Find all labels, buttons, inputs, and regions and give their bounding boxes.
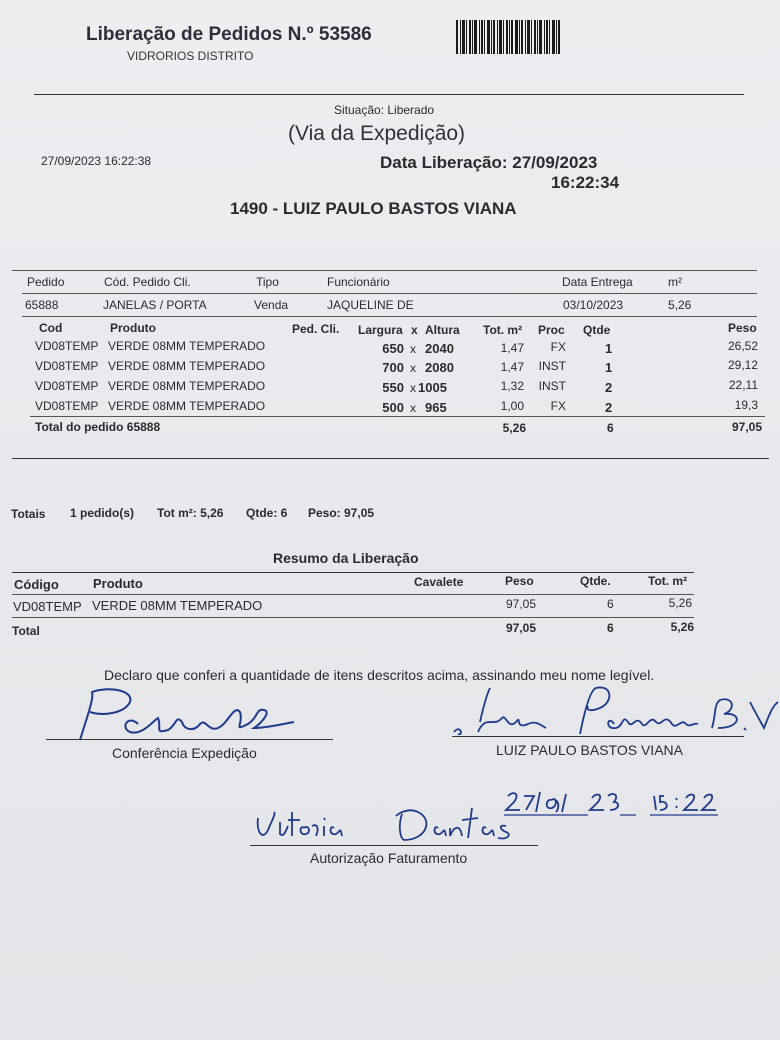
copy-label: (Via da Expedição) xyxy=(288,122,466,145)
summary-total-peso: 97,05 xyxy=(505,621,536,635)
order-value-cod-cli: JANELAS / PORTA xyxy=(103,298,207,312)
summary-header-line xyxy=(12,594,694,595)
company-name: VIDRORIOS DISTRITO xyxy=(127,49,254,63)
order-col-cod-cli: Cód. Pedido Cli. xyxy=(104,275,191,289)
row-produto: VERDE 08MM TEMPERADO xyxy=(108,359,266,373)
summary-col-tot-m2: Tot. m² xyxy=(648,574,688,588)
row-largura: 650 xyxy=(382,341,404,356)
row-qtde: 2 xyxy=(605,380,613,395)
items-col-tot-m2: Tot. m² xyxy=(483,323,523,337)
status-text: Situação: Liberado xyxy=(334,103,435,117)
order-value-pedido: 65888 xyxy=(25,298,59,312)
row-largura: 500 xyxy=(382,400,404,415)
autorizacao-line xyxy=(250,845,538,846)
order-total-peso: 97,05 xyxy=(731,420,762,434)
print-datetime: 27/09/2023 16:22:38 xyxy=(41,154,152,168)
summary-row-produto: VERDE 08MM TEMPERADO xyxy=(92,598,263,613)
row-largura: 550 xyxy=(382,380,404,395)
row-peso: 19,3 xyxy=(734,398,758,412)
row-qtde: 1 xyxy=(605,360,613,375)
totals-qtde: Qtde: 6 xyxy=(246,506,288,520)
summary-col-qtde: Qtde. xyxy=(580,574,611,588)
row-altura: 1005 xyxy=(418,380,447,395)
conferencia-label: Conferência Expedição xyxy=(112,745,257,761)
items-col-peso: Peso xyxy=(728,321,757,335)
header-divider xyxy=(34,94,744,95)
order-col-tipo: Tipo xyxy=(256,275,279,289)
summary-total-label: Total xyxy=(12,624,40,638)
order-col-funcionario: Funcionário xyxy=(327,275,390,289)
order-value-data-entrega: 03/10/2023 xyxy=(563,298,624,312)
row-proc: INST xyxy=(538,359,566,373)
client-name: 1490 - LUIZ PAULO BASTOS VIANA xyxy=(230,199,517,218)
autorizacao-signature xyxy=(250,800,550,850)
order-col-data-entrega: Data Entrega xyxy=(562,275,633,289)
row-x: x xyxy=(410,361,416,375)
row-cod: VD08TEMP xyxy=(35,359,99,373)
items-total-line xyxy=(30,416,765,417)
row-cod: VD08TEMP xyxy=(35,379,99,393)
order-value-tipo: Venda xyxy=(254,298,289,312)
release-time: 16:22:34 xyxy=(551,173,620,192)
row-peso: 29,12 xyxy=(727,358,758,372)
summary-total-line xyxy=(12,617,694,618)
summary-row-tot-m2: 5,26 xyxy=(668,596,692,610)
totals-m2: Tot m²: 5,26 xyxy=(157,506,224,520)
autorizacao-label: Autorização Faturamento xyxy=(310,850,468,866)
row-produto: VERDE 08MM TEMPERADO xyxy=(108,339,266,353)
summary-col-produto: Produto xyxy=(93,576,143,591)
barcode xyxy=(456,20,580,54)
summary-col-codigo: Código xyxy=(14,577,59,592)
row-tot-m2: 1,00 xyxy=(500,399,524,413)
row-tot-m2: 1,32 xyxy=(500,379,524,393)
totals-pedidos: 1 pedido(s) xyxy=(70,506,135,520)
summary-row-peso: 97,05 xyxy=(505,597,536,611)
items-col-ped-cli: Ped. Cli. xyxy=(292,322,340,336)
order-total-qtde: 6 xyxy=(607,421,614,435)
items-end-divider xyxy=(12,458,769,459)
row-altura: 2040 xyxy=(425,341,454,356)
row-cod: VD08TEMP xyxy=(35,399,99,413)
conferencia-line xyxy=(46,739,333,740)
row-largura: 700 xyxy=(382,360,404,375)
summary-col-cavalete: Cavalete xyxy=(414,575,464,589)
row-peso: 26,52 xyxy=(727,339,758,353)
summary-top-line xyxy=(12,572,694,573)
row-x: x xyxy=(410,401,416,415)
row-x: x xyxy=(410,342,416,356)
items-col-x: x xyxy=(411,323,418,337)
totals-label: Totais xyxy=(11,507,46,521)
summary-row-codigo: VD08TEMP xyxy=(13,599,82,614)
summary-total-qtde: 6 xyxy=(607,621,614,635)
totals-peso: Peso: 97,05 xyxy=(308,506,375,520)
row-peso: 22,11 xyxy=(728,378,758,392)
row-tot-m2: 1,47 xyxy=(500,341,524,355)
declaration-text: Declaro que conferi a quantidade de itens descritos acima, assinando meu nome legível. xyxy=(104,667,655,683)
items-col-produto: Produto xyxy=(110,321,156,335)
items-col-altura: Altura xyxy=(425,323,460,337)
row-qtde: 2 xyxy=(605,400,613,415)
order-col-pedido: Pedido xyxy=(27,275,65,289)
client-signature-label: LUIZ PAULO BASTOS VIANA xyxy=(496,742,683,758)
summary-row-qtde: 6 xyxy=(607,597,614,611)
row-proc: FX xyxy=(550,340,566,354)
row-proc: INST xyxy=(538,379,566,393)
row-proc: FX xyxy=(550,399,566,413)
release-date: Data Liberação: 27/09/2023 xyxy=(380,153,598,172)
client-signature xyxy=(450,684,780,744)
row-cod: VD08TEMP xyxy=(35,339,99,353)
items-col-largura: Largura xyxy=(358,323,403,337)
order-top-line xyxy=(12,270,757,271)
document-title: Liberação de Pedidos N.º 53586 xyxy=(86,24,372,45)
row-qtde: 1 xyxy=(605,341,613,356)
order-total-label: Total do pedido 65888 xyxy=(35,420,161,434)
order-value-funcionario: JAQUELINE DE xyxy=(327,298,414,312)
row-tot-m2: 1,47 xyxy=(500,360,524,374)
row-altura: 965 xyxy=(425,400,447,415)
items-col-proc: Proc xyxy=(538,323,565,337)
order-value-m2: 5,26 xyxy=(668,298,692,312)
order-values-line xyxy=(22,316,757,317)
order-total-m2: 5,26 xyxy=(502,421,526,435)
items-col-cod: Cod xyxy=(39,321,63,335)
client-signature-line xyxy=(452,736,744,737)
row-altura: 2080 xyxy=(425,360,454,375)
row-produto: VERDE 08MM TEMPERADO xyxy=(108,379,266,393)
summary-total-tot-m2: 5,26 xyxy=(670,620,694,634)
order-col-m2: m² xyxy=(668,275,682,289)
order-header-line xyxy=(22,293,757,294)
row-x: x xyxy=(410,381,416,395)
summary-title: Resumo da Liberação xyxy=(273,550,419,566)
row-produto: VERDE 08MM TEMPERADO xyxy=(108,399,266,413)
items-col-qtde: Qtde xyxy=(583,323,611,337)
summary-col-peso: Peso xyxy=(505,574,534,588)
